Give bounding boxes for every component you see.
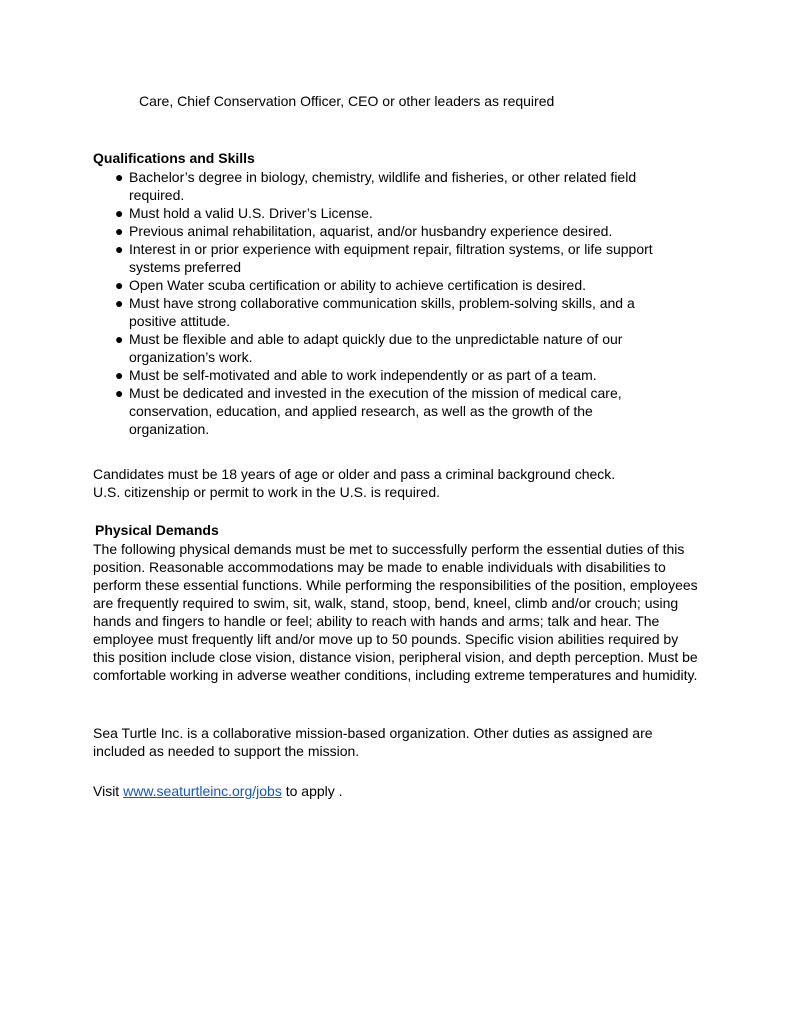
list-item (115, 168, 675, 204)
candidates-line-age: Candidates must be 18 years of age or older and pass a criminal background check. (93, 466, 616, 482)
mission-statement: Sea Turtle Inc. is a collaborative mission-based organization. Other duties as assigned are included as needed to support the mission. (93, 725, 653, 759)
list-item (115, 366, 675, 384)
list-item (115, 276, 675, 294)
list-item (115, 240, 675, 276)
bullet-icon: ● (115, 385, 124, 401)
list-item-text: Must hold a valid U.S. Driver’s License. (129, 205, 373, 221)
bullet-icon: ● (115, 367, 124, 383)
bullet-icon: ● (115, 295, 124, 311)
list-item (115, 294, 675, 330)
apply-line (93, 782, 343, 800)
list-item-text: Bachelor’s degree in biology, chemistry, wildlife and fisheries, or other related field required. (129, 169, 637, 203)
qualifications-list (115, 168, 675, 438)
bullet-icon: ● (115, 169, 124, 185)
list-item-text: Must be self-motivated and able to work independently or as part of a team. (129, 367, 597, 383)
apply-suffix: to apply . (281, 783, 343, 799)
bullet-icon: ● (115, 205, 124, 221)
physical-demands-body: The following physical demands must be met to successfully perform the essential duties of this position. Reasonable accommodations may be made to enable individuals with disabilities to perform these essential functions. While performing the responsibilities of the position, employees are frequently required to swim, sit, walk, stand, stoop, bend, kneel, climb and/or crouch; using hands and fingers to handle or feel; ability to reach with hands and arms; talk and hear. The employee must frequently lift and/or move up to 50 pounds. Specific vision abilities required by this position include close vision, distance vision, peripheral vision, and depth perception. Must be comfortable working in adverse weather conditions, including extreme temperatures and humidity. (93, 541, 698, 683)
list-item-text: Interest in or prior experience with equipment repair, filtration systems, or life support systems preferred (129, 241, 653, 275)
list-item-text: Open Water scuba certification or ability to achieve certification is desired. (129, 277, 587, 293)
bullet-icon: ● (115, 223, 124, 239)
list-item-text: Must be flexible and able to adapt quickly due to the unpredictable nature of our organization’s work. (129, 331, 623, 365)
continuation-line: Care, Chief Conservation Officer, CEO or other leaders as required (139, 93, 555, 109)
list-item-text: Must have strong collaborative communication skills, problem-solving skills, and a positive attitude. (129, 295, 635, 329)
candidates-paragraph (93, 465, 703, 501)
list-item (115, 330, 675, 366)
jobs-link[interactable]: www.seaturtleinc.org/jobs (123, 783, 282, 799)
list-item-text: Previous animal rehabilitation, aquarist, and/or husbandry experience desired. (129, 223, 613, 239)
list-item (115, 204, 675, 222)
qualifications-heading: Qualifications and Skills (93, 150, 255, 166)
list-item (115, 222, 675, 240)
list-item-text: Must be dedicated and invested in the execution of the mission of medical care, conservation, education, and applied research, as well as the growth of the organization. (129, 385, 622, 437)
apply-prefix: Visit (93, 783, 124, 799)
bullet-icon: ● (115, 277, 124, 293)
bullet-icon: ● (115, 331, 124, 347)
bullet-icon: ● (115, 241, 124, 257)
physical-demands-heading: Physical Demands (95, 522, 219, 538)
list-item (115, 384, 675, 438)
candidates-line-citizenship: U.S. citizenship or permit to work in the U.S. is required. (93, 484, 441, 500)
